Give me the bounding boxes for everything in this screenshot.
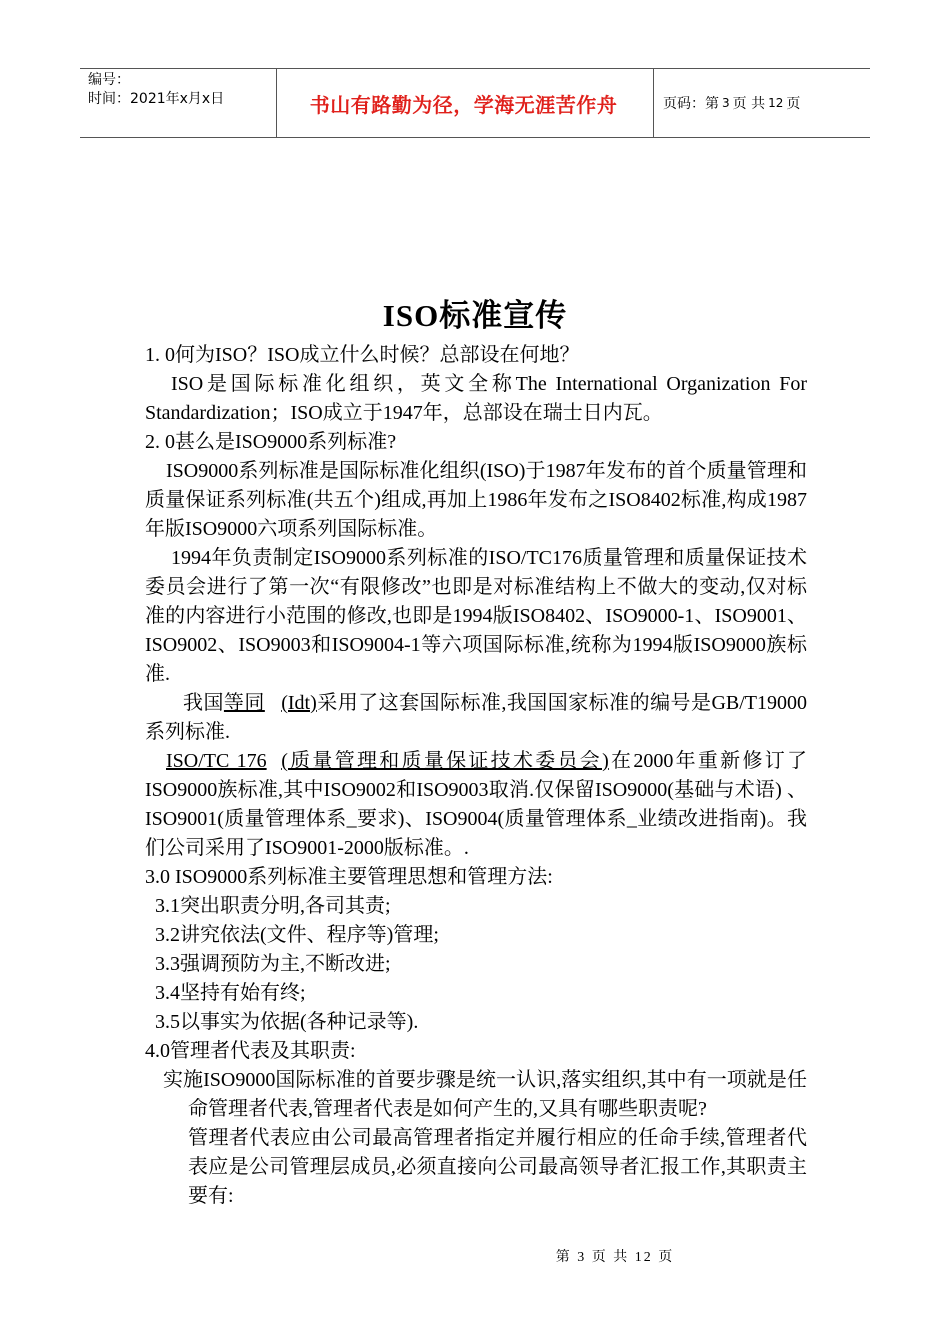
text-fragment: 采用了这套国际标准,我国国家标准的编号是GB/T19000系列标准. [145, 692, 808, 743]
text-fragment: 在2000年重新修订了ISO9000族标准,其中ISO9002和ISO9003取消.仅保留ISO9000(基础与术语) 、ISO9001(质量管理体系_要求)、ISO9004(质量管理体系_业绩改进指南)。我们公司采用了ISO9001-2000版标准。. [145, 750, 808, 859]
page-footer: 第 3 页 共 12 页 [555, 1250, 675, 1265]
page-prefix: 页码：第 [663, 96, 719, 112]
answer-4-paragraph-1: 实施ISO9000国际标准的首要步骤是统一认识,落实组织,其中有一项就是任命管理者代表,管理者代表是如何产生的,又具有哪些职责呢? [163, 1069, 807, 1120]
answer-2-paragraph-4 [145, 747, 807, 863]
header-divider [653, 69, 654, 137]
answer-1: ISO是国际标准化组织，英文全称The International Organization For Standardization；ISO成立于1947年，总部设在瑞士日内瓦。 [145, 373, 807, 424]
question-2: 2. 0甚么是ISO9000系列标准? [145, 431, 397, 453]
list-item: 3.5以事实为依据(各种记录等). [155, 1011, 419, 1033]
answer-2-paragraph-1: ISO9000系列标准是国际标准化组织(ISO)于1987年发布的首个质量管理和质量保证系列标准(共五个)组成,再加上1986年发布之ISO8402标准,构成1987年版ISO9000六项系列国际标准。 [145, 460, 807, 540]
answer-4-paragraph-2: 管理者代表应由公司最高管理者指定并履行相应的任命手续,管理者代表应是公司管理层成员,必须直接向公司最高领导者汇报工作,其职责主要有: [188, 1127, 807, 1207]
question-3: 3.0 ISO9000系列标准主要管理思想和管理方法: [145, 866, 553, 888]
page-header [80, 68, 870, 138]
underlined-term: (质量管理和质量保证技术委员会) [281, 750, 609, 772]
answer-2-paragraph-3 [145, 689, 807, 747]
question-4: 4.0管理者代表及其职责: [145, 1040, 356, 1062]
page-mid: 页 共 [732, 96, 766, 112]
list-item: 3.3强调预防为主,不断改进; [155, 953, 391, 975]
document-number-label: 编号： [88, 72, 130, 88]
document-title: ISO标准宣传 [382, 298, 568, 333]
text-fragment: 我国 [183, 692, 224, 714]
page-total: 12 [768, 96, 784, 110]
underlined-term: (Idt) [281, 692, 317, 714]
list-item: 3.4坚持有始有终; [155, 982, 306, 1004]
list-item: 3.2讲究依法(文件、程序等)管理; [155, 924, 439, 946]
answer-2-paragraph-2: 1994年负责制定ISO9000系列标准的ISO/TC176质量管理和质量保证技术委员会进行了第一次“有限修改”也即是对标准结构上不做大的变动,仅对标准的内容进行小范围的修改,也即是1994版ISO8402、ISO9000-1、ISO9001、ISO9002、ISO9003和ISO9004-1等六项国际标准,统称为1994版ISO9000族标准. [145, 547, 807, 685]
question-1: 1. 0何为ISO？ISO成立什么时候？总部设在何地？ [145, 344, 580, 366]
page-suffix: 页 [786, 96, 801, 112]
underlined-term: ISO/TC 176 [166, 750, 267, 772]
underlined-term: 等同 [223, 692, 265, 714]
document-body [145, 341, 807, 1211]
header-motto: 书山有路勤为径，学海无涯苦作舟 [309, 92, 618, 117]
page-current: 3 [722, 96, 730, 110]
document-time-label: 时间：2021年x月x日 [88, 91, 225, 107]
header-page-info [663, 69, 800, 137]
list-item: 3.1突出职责分明,各司其责; [155, 895, 391, 917]
